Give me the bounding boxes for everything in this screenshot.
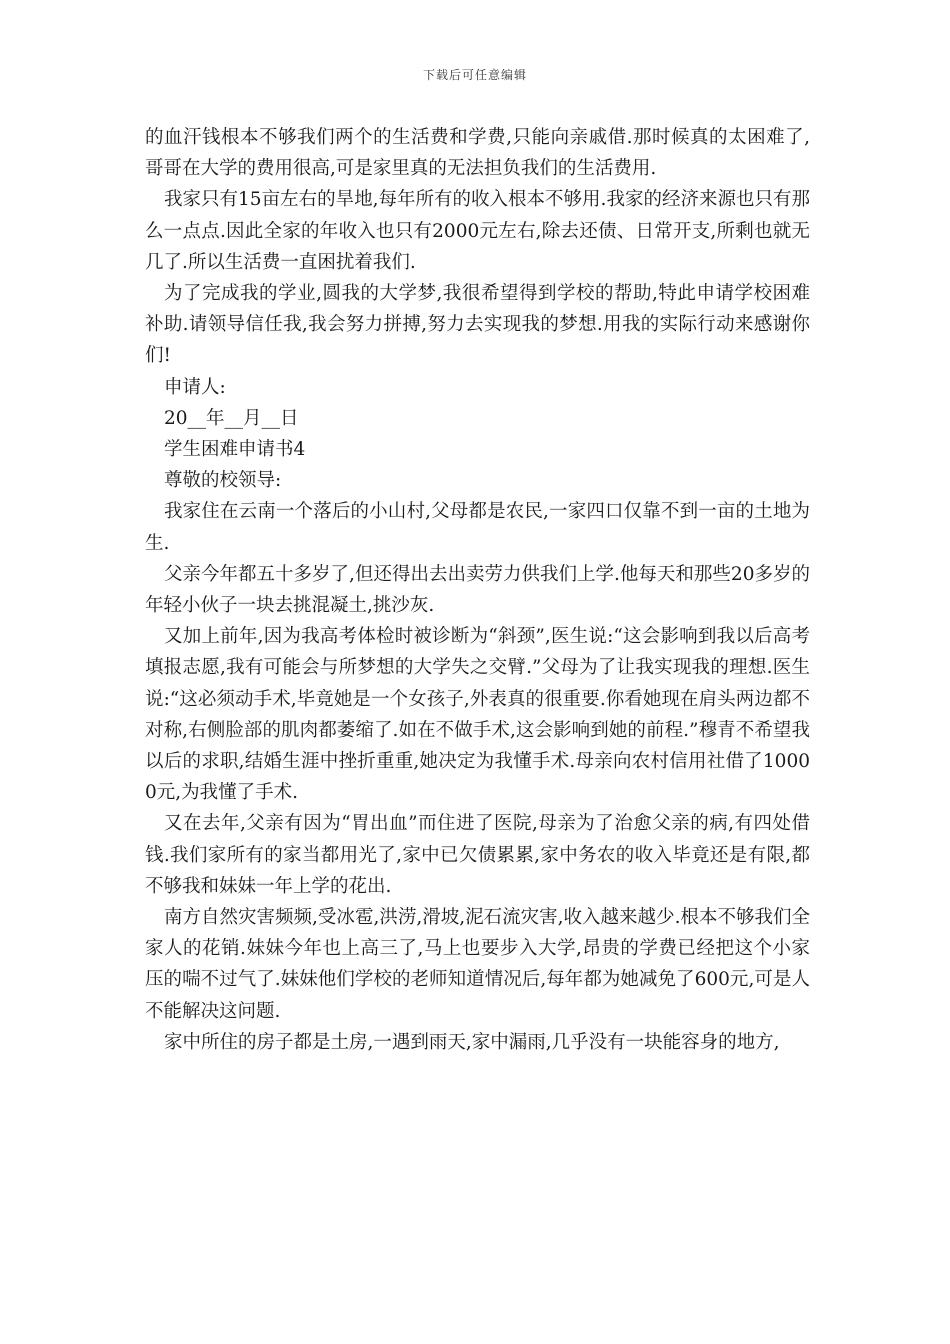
paragraph: 父亲今年都五十多岁了,但还得出去出卖劳力供我们上学.他每天和那些20多岁的年轻小伙子一块去挑混凝土,挑沙灰. (145, 563, 810, 617)
page-header: 下载后可任意编辑 (422, 68, 527, 82)
paragraph: 我家住在云南一个落后的小山村,父母都是农民,一家四口仅靠不到一亩的土地为生. (145, 501, 810, 554)
date-line: 20__年__月__日 (164, 407, 299, 429)
document-body (145, 122, 810, 1058)
paragraph: 家中所住的房子都是土房,一遇到雨天,家中漏雨,几乎没有一块能容身的地方, (164, 1031, 780, 1053)
paragraph: 的血汗钱根本不够我们两个的生活费和学费,只能向亲戚借.那时候真的太困难了,哥哥在大学的费用很高,可是家里真的无法担负我们的生活费用. (145, 127, 810, 180)
paragraph: 又在去年,父亲有因为“胃出血”而住进了医院,母亲为了治愈父亲的病,有四处借钱.我们家所有的家当都用光了,家中已欠债累累,家中务农的收入毕竟还是有限,都不够我和妹妹一年上学的花出. (145, 813, 810, 897)
paragraph: 我家只有15亩左右的旱地,每年所有的收入根本不够用.我家的经济来源也只有那么一点点.因此全家的年收入也只有2000元左右,除去还债、日常开支,所剩也就无几了.所以生活费一直困扰着我们. (145, 189, 810, 273)
section-title: 学生困难申请书4 (164, 439, 306, 461)
applicant-label: 申请人: (164, 376, 226, 398)
paragraph: 又加上前年,因为我高考体检时被诊断为“斜颈”,医生说:“这会影响到我以后高考填报志愿,我有可能会与所梦想的大学失之交臂.”父母为了让我实现我的理想.医生说:“这必须动手术,毕竟她是一个女孩子,外表真的很重要.你看她现在肩头两边都不对称,右侧脸部的肌肉都萎缩了.如在不做手术,这会影响到她的前程.”穆青不希望我以后的求职,结婚生涯中挫折重重,她决定为我懂手术.母亲向农村信用社借了10000元,为我懂了手术. (145, 626, 810, 804)
paragraph: 南方自然灾害频频,受冰雹,洪涝,滑坡,泥石流灾害,收入越来越少.根本不够我们全家人的花销.妹妹今年也上高三了,马上也要步入大学,昂贵的学费已经把这个小家压的喘不过气了.妹妹他们学校的老师知道情况后,每年都为她减免了600元,可是人不能解决这问题. (145, 907, 810, 1022)
paragraph: 为了完成我的学业,圆我的大学梦,我很希望得到学校的帮助,特此申请学校困难补助.请领导信任我,我会努力拼搏,努力去实现我的梦想.用我的实际行动来感谢你们! (145, 283, 810, 367)
salutation: 尊敬的校领导: (164, 470, 282, 492)
